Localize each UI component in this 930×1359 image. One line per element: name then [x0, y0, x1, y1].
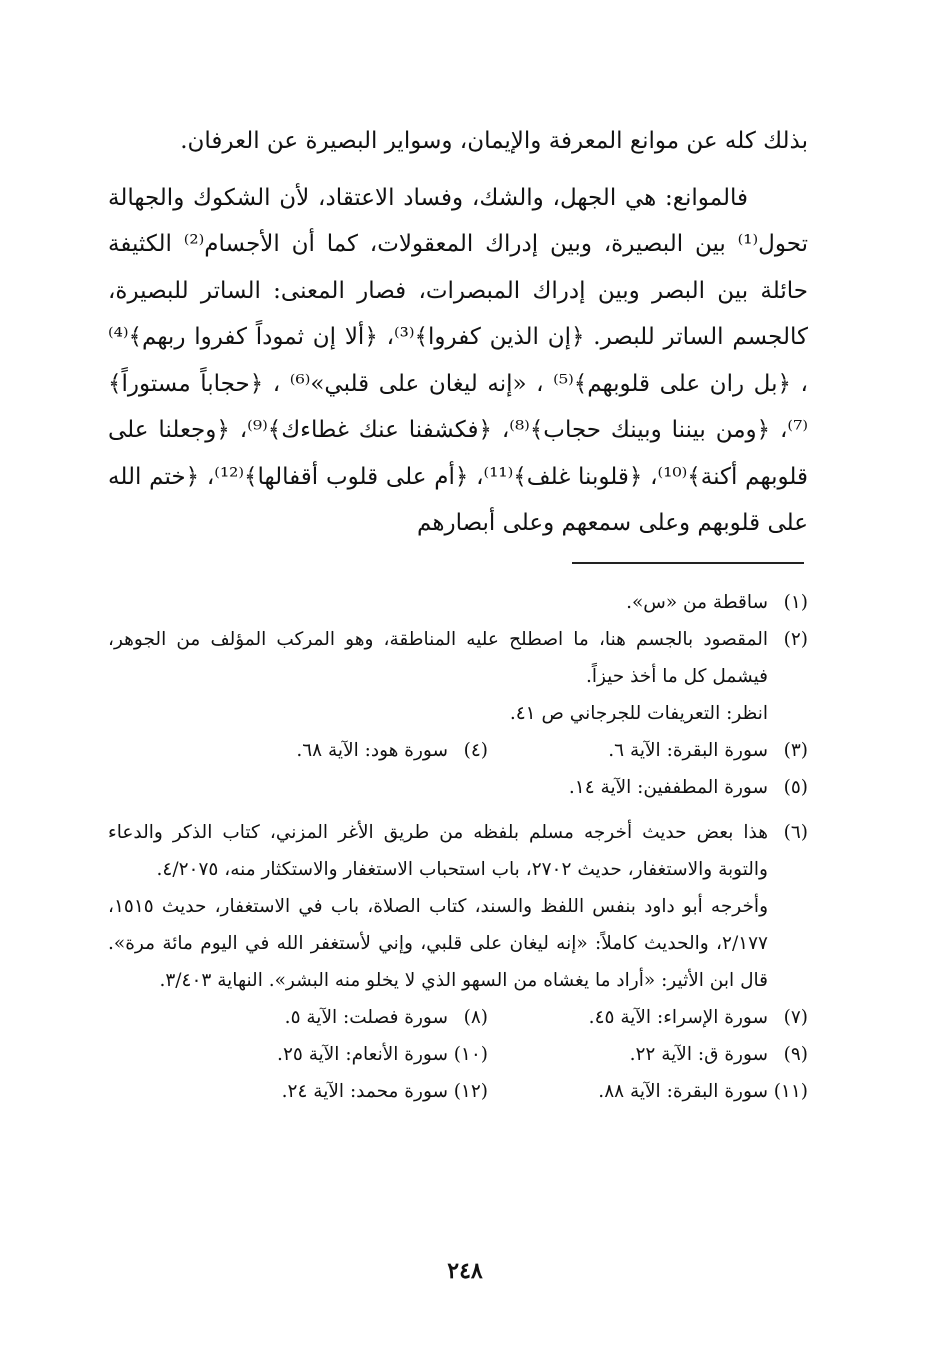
- footnote-text: المقصود بالجسم هنا، ما اصطلح عليه المناطقة، وهو المركب المؤلف من الجوهر، فيشمل كل ما أخذ حيزاً.: [108, 629, 768, 687]
- footnote-text: ساقطة من «س».: [626, 592, 768, 613]
- footnote-text: سورة الأنعام: الآية ٢٥.: [277, 1044, 448, 1065]
- footnote-text: سورة هود: الآية ٦٨.: [296, 740, 448, 761]
- footnote-2: [108, 621, 808, 732]
- footnote-pair: [108, 1073, 808, 1110]
- footnote-reference: انظر: التعريفات للجرجاني ص ٤١.: [509, 703, 768, 724]
- footnote-number: (١): [783, 592, 808, 613]
- footnote-text: وأخرجه أبو داود بنفس اللفظ والسند، كتاب الصلاة، باب في الاستغفار، حديث ١٥١٥، ٢/١٧٧، والحديث كاملاً: «إنه ليغان على قلبي، وإني لأستغفر الله في اليوم مائة مرة». قال ابن الأثير: «أراد ما يغشاه من السهو الذي لا يخلو منه البشر». النهاية ٣/٤٠٣.: [108, 896, 768, 991]
- footnote-text: سورة محمد: الآية ٢٤.: [281, 1081, 448, 1102]
- footnote-7: [488, 999, 808, 1036]
- footnote-divider: [572, 562, 804, 564]
- footnote-text: هذا بعض حديث أخرجه مسلم بلفظه من طريق الأغر المزني، كتاب الذكر والدعاء والتوبة والاستغفار، حديث ٢٧٠٢، باب استحباب الاستغفار والاستكثار منه، ٤/٢٠٧٥.: [108, 822, 768, 880]
- footnote-8: [168, 999, 488, 1036]
- footnote-text: سورة الإسراء: الآية ٤٥.: [588, 1007, 768, 1028]
- footnote-number: (١٢): [453, 1081, 488, 1102]
- footnote-number: (٥): [783, 777, 808, 798]
- footnote-pair: [108, 999, 808, 1036]
- main-text: [108, 118, 808, 547]
- footnote-body: [108, 621, 768, 732]
- footnote-5: [108, 769, 808, 806]
- footnote-body: [108, 814, 768, 999]
- footnote-text: سورة البقرة: الآية ٨٨.: [598, 1081, 768, 1102]
- footnote-text: سورة فصلت: الآية ٥.: [284, 1007, 448, 1028]
- footnote-number: (١١): [773, 1081, 808, 1102]
- footnote-6: [108, 814, 808, 999]
- footnote-number: (١٠): [453, 1044, 488, 1065]
- footnote-text: سورة البقرة: الآية ٦.: [608, 740, 768, 761]
- footnote-9: [488, 1036, 808, 1073]
- footnote-4: [168, 732, 488, 769]
- footnote-number: (٣): [783, 740, 808, 761]
- footnote-number: (٩): [783, 1044, 808, 1065]
- page-number: ٢٤٨: [447, 1258, 483, 1284]
- footnote-number: (٨): [463, 1007, 488, 1028]
- footnotes: [108, 584, 808, 1110]
- paragraph: فالموانع: هي الجهل، والشك، وفساد الاعتقاد، لأن الشكوك والجهالة تحول⁽¹⁾ بين البصيرة، وبين إدراك المعقولات، كما أن الأجسام⁽²⁾ الكثيفة حائلة بين البصر وبين إدراك المبصرات، فصار المعنى: الساتر للبصيرة، كالجسم الساتر للبصر. ﴿إن الذين كفروا﴾⁽³⁾، ﴿ألا إن ثموداً كفروا ربهم﴾⁽⁴⁾ ، ﴿بل ران على قلوبهم﴾⁽⁵⁾ ، «إنه ليغان على قلبي»⁽⁶⁾ ، ﴿حجاباً مستوراً﴾⁽⁷⁾، ﴿ومن بيننا وبينك حجاب﴾⁽⁸⁾، ﴿فكشفنا عنك غطاءك﴾⁽⁹⁾، ﴿وجعلنا على قلوبهم أكنة﴾⁽¹⁰⁾، ﴿قلوبنا غلف﴾⁽¹¹⁾، ﴿أم على قلوب أقفالها﴾⁽¹²⁾، ﴿ختم الله على قلوبهم وعلى سمعهم وعلى أبصارهم: [108, 184, 808, 536]
- footnote-text: سورة ق: الآية ٢٢.: [629, 1044, 768, 1065]
- footnote-10: [168, 1036, 488, 1073]
- footnote-number: (٧): [783, 1007, 808, 1028]
- footnote-1: [108, 584, 808, 621]
- footnote-pair: [108, 1036, 808, 1073]
- footnote-11: [488, 1073, 808, 1110]
- footnote-number: (٦): [783, 822, 808, 843]
- footnote-pair: [108, 732, 808, 769]
- paragraph: بذلك كله عن موانع المعرفة والإيمان، وسواير البصيرة عن العرفان.: [180, 128, 808, 154]
- footnote-12: [168, 1073, 488, 1110]
- footnote-text: سورة المطففين: الآية ١٤.: [568, 777, 768, 798]
- footnote-number: (٤): [463, 740, 488, 761]
- footnote-3: [488, 732, 808, 769]
- footnote-number: (٢): [783, 629, 808, 650]
